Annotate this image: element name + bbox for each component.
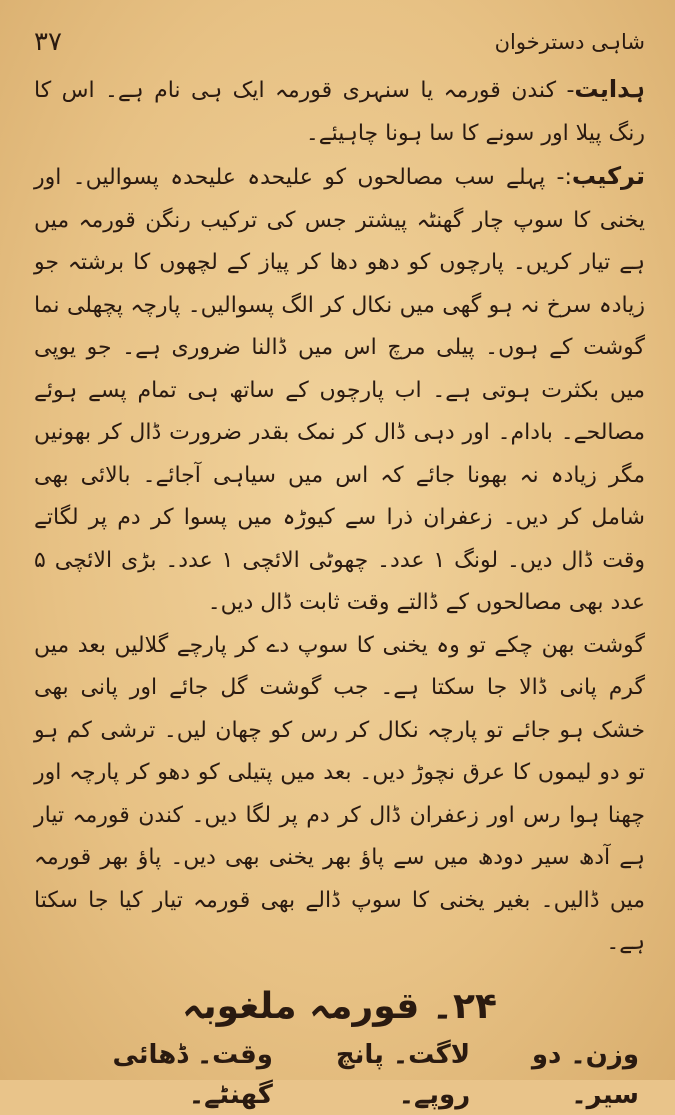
page-number: ۳۷	[34, 27, 62, 57]
tarkeeb-text: :- پہلے سب مصالحوں کو علیحدہ علیحدہ پسوالیں۔ اور یخنی کا سوپ چار گھنٹہ پیشتر جس کی ترکیب رنگن قورمہ میں ہے تیار کریں۔ پارچوں کو دھو دھا کر پیاز کے لچھوں کا برشتہ جو زیادہ سرخ نہ ہو گھی میں نکال کر الگ پسوالیں۔ پارچہ پچھلی نما گوشت کے ہوں۔ پیلی مرچ اس میں ڈالنا ضروری ہے۔ جو یوپی میں بکثرت ہوتی ہے۔ اب پارچوں کے ساتھ ہی تمام پسے ہوئے مصالحے۔ بادام۔ اور دہی ڈال کر نمک بقدر ضرورت ڈال کر بھونیں مگر زیادہ نہ بھونا جائے کہ اس میں سیاہی آجائے۔ بالائی بھی شامل کر دیں۔ زعفران ذرا سے کیوڑہ میں پسوا کر دم پر لگاتے وقت ڈال دیں۔ لونگ ۱ عدد۔ چھوٹی الائچی ۱ عدد۔ بڑی الائچی ۵ عدد بھی مصالحوں کے ڈالتے وقت ثابت ڈال دیں۔	[34, 165, 645, 615]
hidayat-text: - کندن قورمہ یا سنہری قورمہ ایک ہی نام ہے۔ اس کا رنگ پیلا اور سونے کا سا ہونا چاہیئے۔	[34, 78, 645, 146]
book-title: شاہی دسترخوان	[494, 30, 645, 54]
tarkeeb-label: ترکیب	[571, 162, 645, 190]
waqt: وقت۔ ڈھائی گھنٹے۔	[112, 1039, 273, 1110]
hidayat-label: ہدایت	[574, 75, 645, 103]
hidayat-paragraph	[34, 68, 645, 155]
recipe-meta	[34, 1035, 645, 1115]
lagat: لاگت۔ پانچ روپے۔	[335, 1039, 471, 1110]
wazan: وزن۔ دو سیر۔	[531, 1039, 639, 1110]
tarkeeb-paragraph	[34, 155, 645, 625]
body-text	[34, 68, 645, 965]
next-recipe-title: ۲۴۔ قورمہ ملغوبہ	[182, 985, 497, 1027]
gosht-paragraph: گوشت بھن چکے تو وہ یخنی کا سوپ دے کر پارچے گلالیں بعد میں گرم پانی ڈالا جا سکتا ہے۔ جب گوشت گل جائے اور پانی بھی خشک ہو جائے تو پارچہ نکال کر رس کو چھان لیں۔ ترشی کم ہو تو دو لیموں کا عرق نچوڑ دیں۔ بعد میں پتیلی کو دھو کر پارچہ اور چھنا ہوا رس اور زعفران ڈال کر دم پر لگا دیں۔ کندن قورمہ تیار ہے آدھ سیر دودھ میں سے پاؤ بھر یخنی بھی دیں۔ پاؤ بھر قورمہ میں ڈالیں۔ بغیر یخنی کا سوپ ڈالے بھی قورمہ تیار کیا جا سکتا ہے۔	[34, 632, 645, 955]
running-head	[34, 22, 645, 62]
